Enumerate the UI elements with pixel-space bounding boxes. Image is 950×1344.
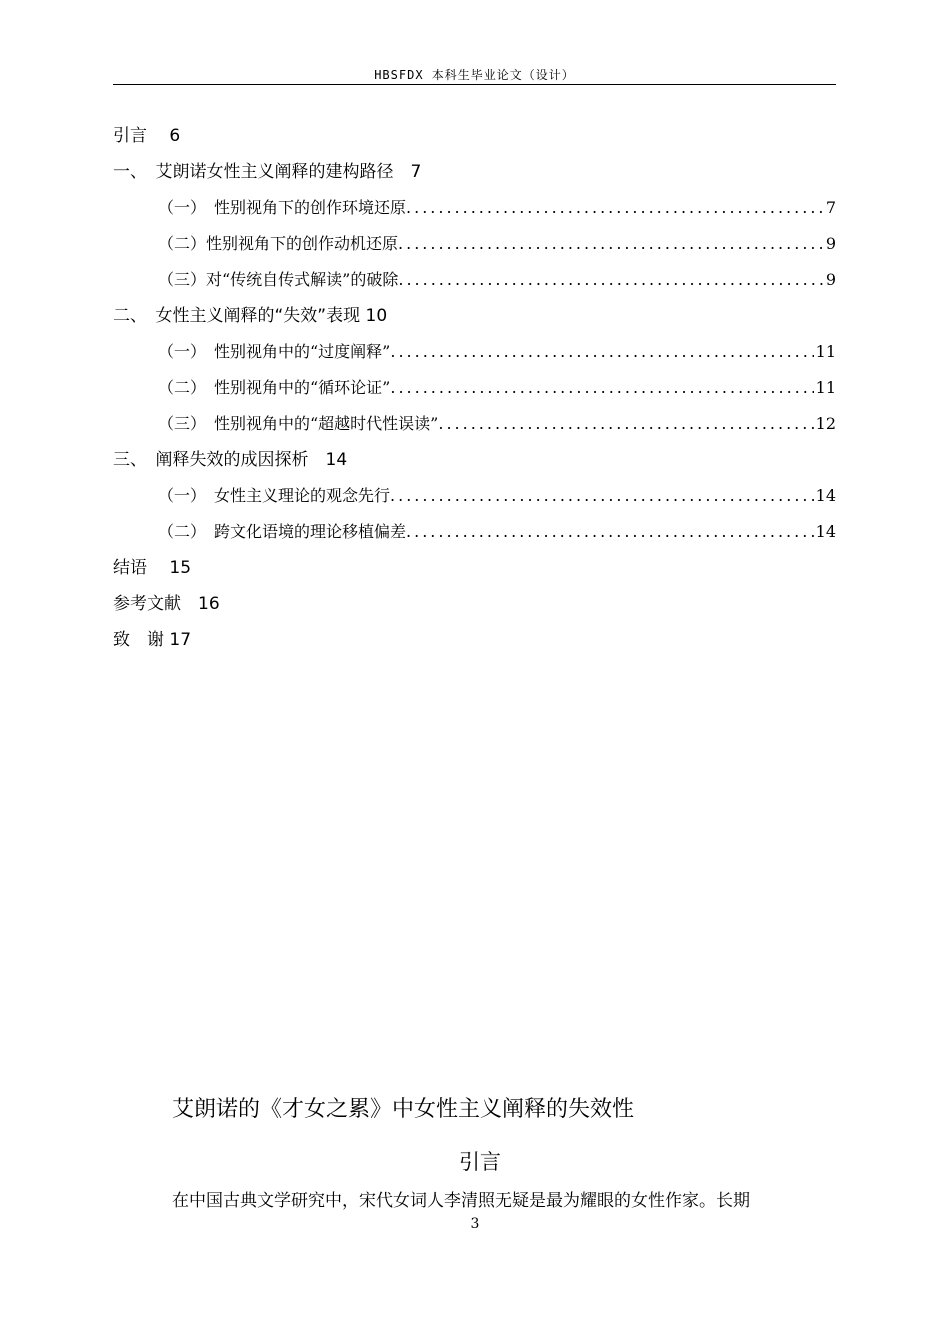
dot-leader bbox=[406, 514, 814, 550]
toc-entry-acknowledgements[interactable]: 致 谢 17 bbox=[113, 630, 192, 650]
toc-page-number: 7 bbox=[825, 198, 836, 217]
toc-entry-label: （三）对“传统自传式解读”的破除 bbox=[158, 270, 399, 289]
document-title: 艾朗诺的《才女之累》中女性主义阐释的失效性 bbox=[172, 1097, 635, 1122]
toc-entry-conclusion[interactable]: 结语 15 bbox=[113, 558, 192, 578]
toc-entry-chapter-1[interactable]: 一、 艾朗诺女性主义阐释的建构路径 7 bbox=[113, 162, 422, 182]
page-number: 3 bbox=[470, 1216, 480, 1232]
dot-leader bbox=[390, 334, 813, 370]
header-rule bbox=[113, 84, 836, 85]
dot-leader bbox=[406, 190, 824, 226]
dot-leader bbox=[398, 262, 823, 298]
toc-page-number: 9 bbox=[825, 234, 836, 253]
toc-page-number: 14 bbox=[815, 522, 836, 541]
dot-leader bbox=[390, 478, 814, 514]
toc-entry-2-2[interactable] bbox=[113, 370, 836, 406]
toc-entry-label: （三） 性别视角中的“超越时代性误读” bbox=[158, 414, 439, 433]
toc-entry-3-2[interactable] bbox=[113, 514, 836, 550]
dot-leader bbox=[390, 370, 813, 406]
toc-entry-label: （一） 性别视角中的“过度阐释” bbox=[158, 342, 391, 361]
toc-entry-1-2[interactable] bbox=[113, 226, 836, 262]
toc-entry-chapter-2[interactable]: 二、 女性主义阐释的“失效”表现 10 bbox=[113, 306, 388, 326]
toc-entry-2-1[interactable] bbox=[113, 334, 836, 370]
dot-leader bbox=[438, 406, 813, 442]
toc-entry-label: （一） 性别视角下的创作环境还原 bbox=[158, 198, 407, 217]
toc-entry-label: （二） 性别视角中的“循环论证” bbox=[158, 378, 391, 397]
table-of-contents bbox=[113, 118, 836, 658]
toc-page-number: 12 bbox=[815, 414, 836, 433]
page-header: HBSFDX 本科生毕业论文（设计） bbox=[374, 68, 575, 82]
dot-leader bbox=[398, 226, 824, 262]
toc-entry-introduction[interactable]: 引言 6 bbox=[113, 126, 181, 146]
toc-entry-3-1[interactable] bbox=[113, 478, 836, 514]
toc-entry-references[interactable]: 参考文献 16 bbox=[113, 594, 220, 614]
toc-page-number: 14 bbox=[815, 486, 836, 505]
toc-entry-2-3[interactable] bbox=[113, 406, 836, 442]
toc-entry-1-3[interactable] bbox=[113, 262, 836, 298]
toc-entry-1-1[interactable] bbox=[113, 190, 836, 226]
toc-entry-label: （二）性别视角下的创作动机还原 bbox=[158, 234, 399, 253]
body-paragraph: 在中国古典文学研究中，宋代女词人李清照无疑是最为耀眼的女性作家。长期 bbox=[172, 1191, 750, 1211]
toc-page-number: 9 bbox=[825, 270, 836, 289]
section-title: 引言 bbox=[459, 1150, 501, 1174]
toc-entry-label: （一） 女性主义理论的观念先行 bbox=[158, 486, 391, 505]
toc-page-number: 11 bbox=[815, 378, 836, 397]
toc-entry-label: （二） 跨文化语境的理论移植偏差 bbox=[158, 522, 407, 541]
toc-entry-chapter-3[interactable]: 三、 阐释失效的成因探析 14 bbox=[113, 450, 348, 470]
toc-page-number: 11 bbox=[815, 342, 836, 361]
